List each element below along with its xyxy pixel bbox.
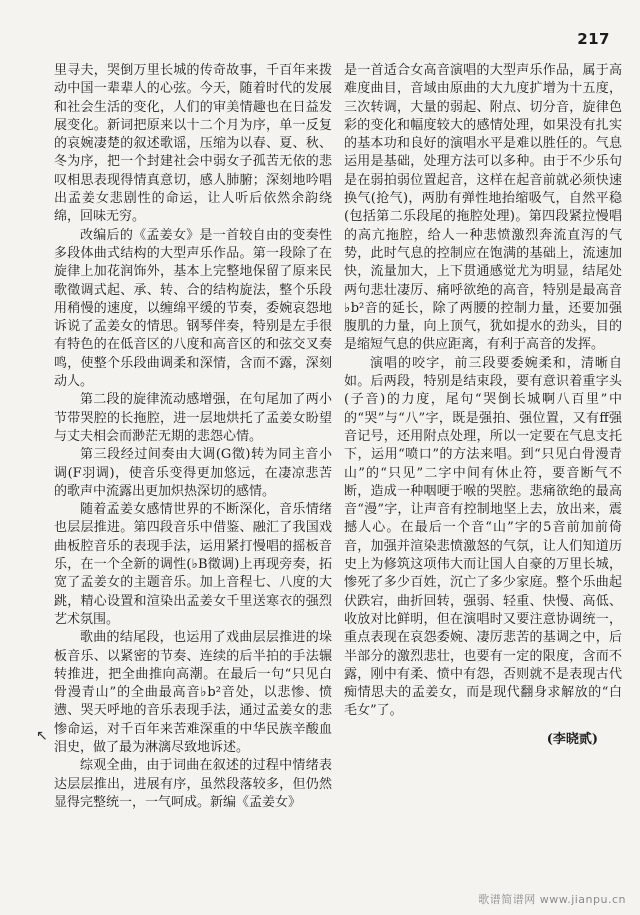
paragraph: 演唱的咬字，前三段要委婉柔和，清晰自如。后两段，特别是结束段，要有意识着重字头(子音)的力度，尾句“哭倒长城啊八百里”中的“哭”与“八”字，既是强拍、强位置，又有ff强音记号，还用附点处理，所以一定要在气息支托下，运用“喷口”的方法来唱。到“只见白骨漫青山”的“只见”二字中间有休止符，要音断气不断，造成一种咽哽于喉的哭腔。悲痛欲绝的最高音“漫”字，让声音有控制地坚上去，放出来，震撼人心。在最后一个音“山”字的5音前加前倚音，加强并渲染悲愤激怒的气氛，让人们知道历史上为修筑这项伟大而让国人自豪的万里长城，惨死了多少百姓，沉亡了多少家庭。整个乐曲起伏跌宕，曲折回转，强弱、轻重、快慢、高低、收放对比鲜明，但在演唱时又要注意协调统一，重点表现在哀怨委婉、凄厉悲苦的基调之中，后半部分的激烈悲壮，也要有一定的限度，含而不露，刚中有柔、愤中有怨，否则就不是表现古代痴情思夫的孟姜女，而是现代翻身求解放的“白毛女”了。 bbox=[344, 355, 622, 719]
paragraph: 是一首适合女高音演唱的大型声乐作品，属于高难度曲目，音域由原曲的大九度扩增为十五度，三次转调，大量的弱起、附点、切分音，旋律色彩的变化和幅度较大的感情处理，如果没有扎实的基本功和良好的演唱水平是难以胜任的。气息运用是基础，处理方法可以多种。由于不少乐句是在弱拍弱位置起音，这样在起音前就必须快速换气(抢气)，两肋有弹性地抬缩吸气，自然平稳(包括第二乐段尾的拖腔处理)。第四段紧拉慢唱的高亢拖腔，给人一种悲愤激烈奔流直泻的气势，此时气息的控制应在饱满的基础上，流速加快，流量加大，上下贯通感觉尤为明显，结尾处两句悲壮凄厉、痛呼欲绝的高音，特别是最高音♭b²音的延长，除了两腰的控制力量，还要加强腹肌的力量，向上顶气，犹如提水的劲头，目的是缩短气息的供应距离，有利于高音的发挥。 bbox=[344, 63, 622, 353]
page-number: 217 bbox=[577, 30, 610, 48]
paragraph: 随着孟姜女感情世界的不断深化，音乐情绪也层层推进。第四段音乐中借鉴、融汇了我国戏曲板腔音乐的表现手法，运用紧打慢唱的摇板音乐，在一个全新的调性(♭B徵调)上再现旁奏，拓宽了孟姜女的主题音乐。加上音程七、八度的大跳，精心设置和渲染出孟姜女千里送寒衣的强烈艺术氛围。 bbox=[54, 502, 332, 627]
left-column bbox=[54, 62, 332, 862]
paragraph: 里寻夫，哭倒万里长城的传奇故事，千百年来拨动中国一辈辈人的心弦。今天，随着时代的发展和社会生活的变化，人们的审美情趣也在日益发展变化。新词把原来以十二个月为序，单一反复的哀婉凄楚的叙述歌谣，压缩为以春、夏、秋、冬为序，把一个封建社会中弱女子孤苦无依的悲叹相思表现得情真意切，感人肺腑；深刻地吟唱出孟姜女悲剧性的命运，让人听后依然余韵绕绵，回味无穷。 bbox=[54, 63, 332, 225]
watermark: 歌谱简谱网 www.jianpu.cn bbox=[478, 893, 626, 906]
paragraph: 第三段经过间奏由大调(G徵)转为同主音小调(F羽调)，使音乐变得更加悠远，在凄凉悲苦的歌声中流露出更加炽热深切的感情。 bbox=[54, 447, 332, 499]
paragraph: 第二段的旋律流动感增强，在句尾加了两小节带哭腔的长拖腔，进一层地烘托了孟姜女盼望与丈夫相会而渺茫无期的悲怨心情。 bbox=[54, 392, 332, 444]
paragraph: 歌曲的结尾段，也运用了戏曲层层推进的垛板音乐、以紧密的节奏、连续的后半拍的手法辗转推进，把全曲推向高潮。在最后一句“只见白骨漫青山”的全曲最高音♭b²音处，以悲惨、愤懑、哭天呼地的音乐表现手法，通过孟姜女的悲惨命运，对千百年来苦难深重的中华民族辛酸血泪史，做了最为淋漓尽致地诉述。 bbox=[54, 630, 332, 755]
article-body bbox=[54, 62, 622, 862]
paragraph: 改编后的《孟姜女》是一首较自由的变奏性多段体曲式结构的大型声乐作品。第一段除了在旋律上加花润饰外，基本上完整地保留了原来民歌徵调式起、承、转、合的结构旋法，整个乐段用稍慢的速度，以缠绵平缓的节奏，委婉哀怨地诉说了孟姜女的情思。钢琴伴奏，特别是左手很有特色的在低音区的八度和高音区的和弦交叉奏鸣，使整个乐段曲调柔和深情，含而不露，深刻动人。 bbox=[54, 227, 332, 390]
right-column bbox=[344, 62, 622, 862]
margin-mark: ↖ bbox=[36, 728, 48, 744]
paragraph: 综观全曲，由于词曲在叙述的过程中情绪表达层层推出，进展有序，虽然段落较多，但仍然显得完整统一，一气呵成。新编《孟姜女》 bbox=[54, 758, 332, 810]
author-signature: (李晓贰) bbox=[546, 731, 598, 747]
